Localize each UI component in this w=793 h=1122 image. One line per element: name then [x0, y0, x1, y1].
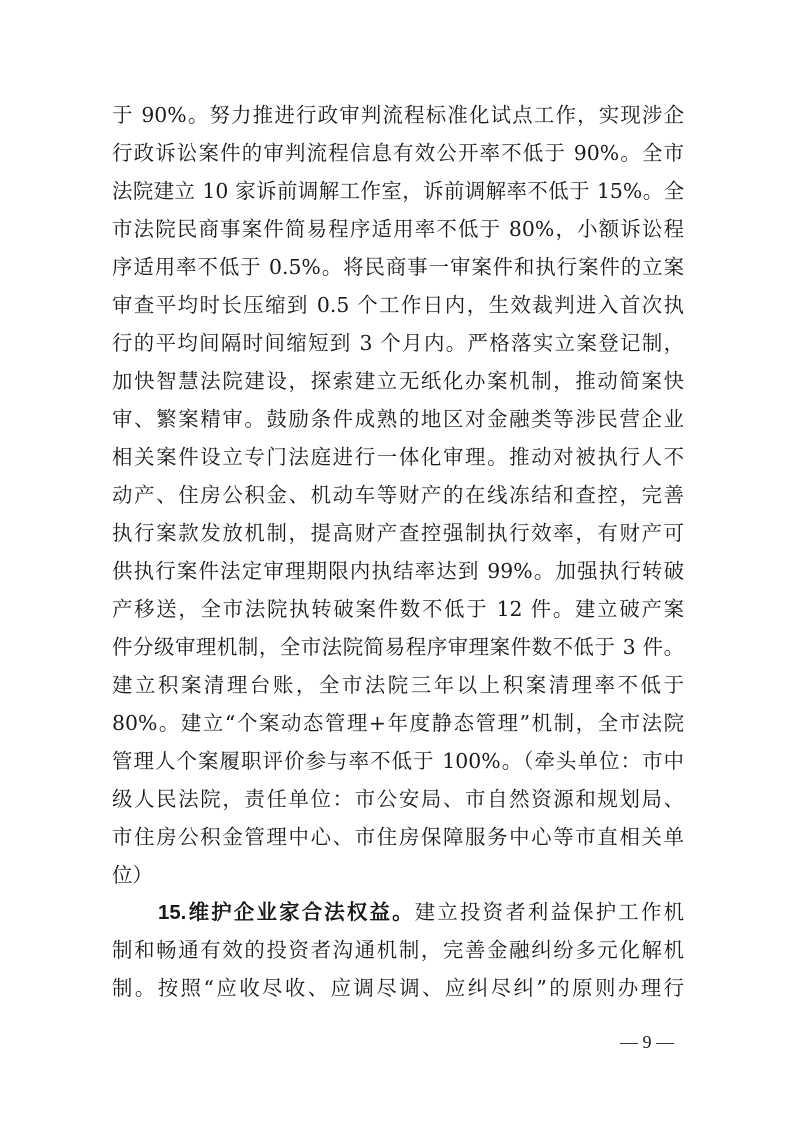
body-line-15: 件分级审理机制，全市法院简易程序审理案件数不低于 3 件。	[112, 635, 684, 659]
body-line-2: 行政诉讼案件的审判流程信息有效公开率不低于 90%。全市	[112, 141, 684, 165]
body-line-11: 动产、住房公积金、机动车等财产的在线冻结和查控，完善	[112, 483, 684, 507]
body-line-7: 行的平均间隔时间缩短到 3 个月内。严格落实立案登记制，	[112, 331, 684, 355]
body-line-14: 产移送，全市法院执转破案件数不低于 12 件。建立破产案	[112, 597, 684, 621]
body-line-18: 管理人个案履职评价参与率不低于 100%。（牵头单位：市中	[112, 749, 684, 773]
body-line-6: 审查平均时长压缩到 0.5 个工作日内，生效裁判进入首次执	[112, 293, 684, 317]
body-line-12: 执行案款发放机制，提高财产查控强制执行效率，有财产可	[112, 521, 684, 545]
section-15-line-2: 制和畅通有效的投资者沟通机制，完善金融纠纷多元化解机	[112, 938, 684, 962]
body-line-10: 相关案件设立专门法庭进行一体化审理。推动对被执行人不	[112, 445, 684, 469]
section-15-line-3: 制。按照“应收尽收、应调尽调、应纠尽纠”的原则办理行	[112, 976, 684, 1000]
body-line-9: 审、繁案精审。鼓励条件成熟的地区对金融类等涉民营企业	[112, 407, 684, 431]
body-line-4: 市法院民商事案件简易程序适用率不低于 80%，小额诉讼程	[112, 217, 684, 241]
body-line-19: 级人民法院，责任单位：市公安局、市自然资源和规划局、	[112, 787, 684, 811]
body-line-17: 80%。建立“个案动态管理+年度静态管理”机制，全市法院	[112, 711, 684, 735]
body-line-21: 位）	[112, 863, 153, 887]
body-line-13: 供执行案件法定审理期限内执结率达到 99%。加强执行转破	[112, 559, 684, 583]
page-number: — 9 —	[620, 1032, 674, 1052]
body-line-1: 于 90%。努力推进行政审判流程标准化试点工作，实现涉企	[112, 103, 684, 127]
body-line-20: 市住房公积金管理中心、市住房保障服务中心等市直相关单	[112, 825, 684, 849]
section-15-heading: 维护企业家合法权益。	[186, 900, 415, 924]
body-line-3: 法院建立 10 家诉前调解工作室，诉前调解率不低于 15%。全	[112, 179, 684, 203]
body-line-16: 建立积案清理台账，全市法院三年以上积案清理率不低于	[112, 673, 684, 697]
section-15-first-line-text: 建立投资者利益保护工作机	[414, 900, 684, 924]
section-15-number: 15.	[158, 902, 187, 924]
section-15-first-line	[158, 893, 684, 931]
body-line-5: 序适用率不低于 0.5%。将民商事一审案件和执行案件的立案	[112, 255, 684, 279]
body-line-8: 加快智慧法院建设，探索建立无纸化办案机制，推动简案快	[112, 369, 684, 393]
